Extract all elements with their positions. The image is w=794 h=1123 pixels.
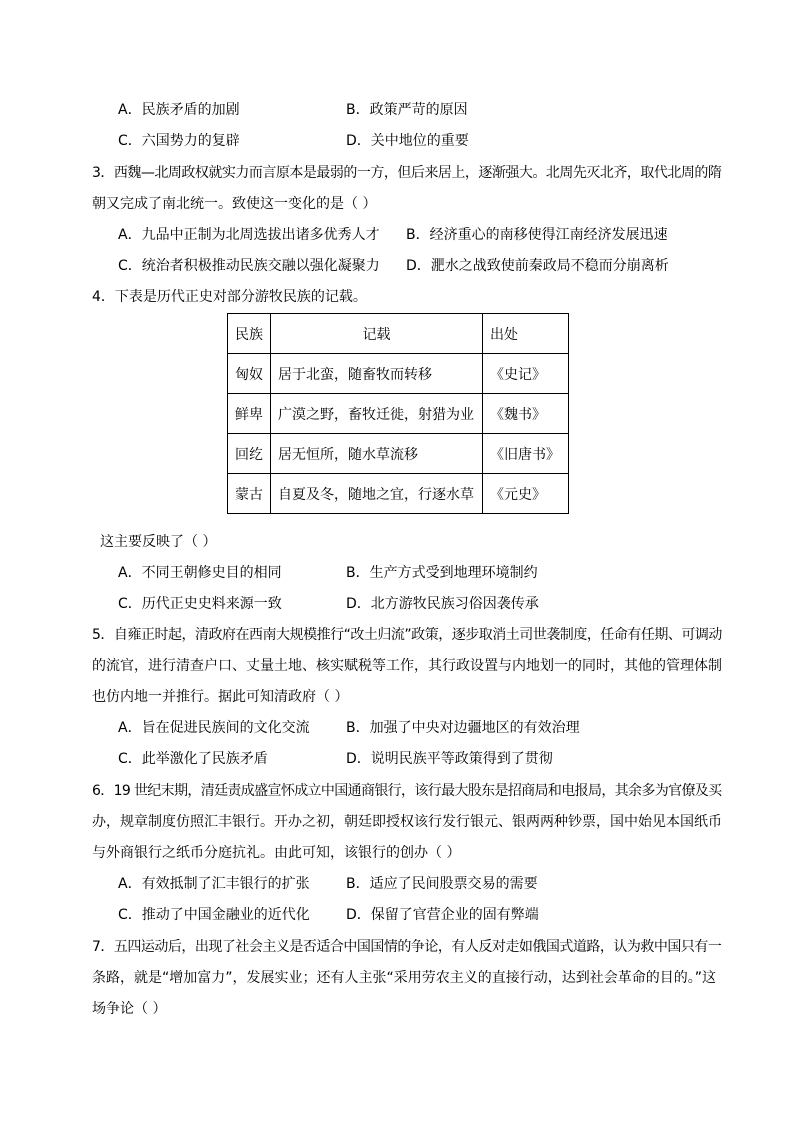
q5-option-d: D．说明民族平等政策得到了贯彻: [346, 751, 553, 767]
q4-stem-line1: 4．下表是历代正史对部分游牧民族的记载。: [92, 289, 367, 305]
q3-option-b: B．经济重心的南移使得江南经济发展迅速: [406, 227, 668, 243]
table-row: [228, 354, 569, 394]
table-header-source: 出处: [483, 314, 569, 354]
q6-stem-line3: 与外商银行之纸币分庭抗礼。由此可知，该银行的创办（ ）: [92, 845, 461, 861]
q3-stem-line1: 3．西魏—北周政权就实力而言原本是最弱的一方，但后来居上，逐渐强大。北周先灭北齐，取代北周的隋: [92, 165, 722, 181]
table-cell-source: 《史记》: [483, 354, 569, 394]
table-cell-ethnic: 鲜卑: [228, 394, 271, 434]
q6-option-d: D．保留了官营企业的固有弊端: [346, 907, 539, 923]
table-cell-record: 居无恒所，随水草流移: [271, 434, 483, 474]
table-row: [228, 394, 569, 434]
q6-stem-line1: 6．19 世纪末期，清廷责成盛宣怀成立中国通商银行，该行最大股东是招商局和电报局，其余多为官僚及买: [92, 783, 722, 799]
q3-option-a: A．九品中正制为北周选拔出诸多优秀人才: [118, 227, 380, 243]
q6-option-c: C．推动了中国金融业的近代化: [118, 907, 310, 923]
table-cell-ethnic: 回纥: [228, 434, 271, 474]
q3-option-d: D．淝水之战致使前秦政局不稳而分崩离析: [406, 258, 669, 274]
q7-stem-line1: 7．五四运动后，出现了社会主义是否适合中国国情的争论，有人反对走如俄国式道路，认为救中国只有一: [92, 939, 722, 955]
q2-option-b: B．政策严苛的原因: [346, 102, 468, 118]
q7-stem-line2: 条路，就是“增加富力”，发展实业；还有人主张“采用劳农主义的直接行动，达到社会革命的目的。”这: [92, 970, 717, 986]
q4-option-d: D．北方游牧民族习俗因袭传承: [346, 596, 539, 612]
table-row: [228, 434, 569, 474]
q6-option-a: A．有效抵制了汇丰银行的扩张: [118, 876, 310, 892]
q4-option-c: C．历代正史史料来源一致: [118, 596, 282, 612]
table-cell-record: 居于北蛮，随畜牧而转移: [271, 354, 483, 394]
table-header-record: 记载: [271, 314, 483, 354]
table-cell-ethnic: 蒙古: [228, 474, 271, 514]
q2-option-a: A．民族矛盾的加剧: [118, 102, 240, 118]
table-cell-record: 自夏及冬，随地之宜，行逐水草: [271, 474, 483, 514]
q5-stem-line1: 5．自雍正时起，清政府在西南大规模推行“改土归流”政策，逐步取消土司世袭制度，任命有任期、可调动: [92, 627, 722, 643]
q5-stem-line2: 的流官，进行清查户口、丈量土地、核实赋税等工作，其行政设置与内地划一的同时，其他的管理体制: [92, 658, 722, 674]
q6-option-b: B．适应了民间股票交易的需要: [346, 876, 538, 892]
q7-stem-line3: 场争论（ ）: [92, 1001, 167, 1017]
q5-option-b: B．加强了中央对边疆地区的有效治理: [346, 720, 580, 736]
table-row: [228, 474, 569, 514]
table-cell-ethnic: 匈奴: [228, 354, 271, 394]
q4-option-b: B．生产方式受到地理环境制约: [346, 565, 538, 581]
q5-option-c: C．此举激化了民族矛盾: [118, 751, 268, 767]
nomad-records-table: [227, 313, 569, 514]
q4-option-a: A．不同王朝修史目的相同: [118, 565, 282, 581]
table-cell-record: 广漠之野，畜牧迁徙，射猎为业: [271, 394, 483, 434]
table-header-row: [228, 314, 569, 354]
table-cell-source: 《魏书》: [483, 394, 569, 434]
table-cell-source: 《元史》: [483, 474, 569, 514]
q4-stem-line2: 这主要反映了（ ）: [100, 534, 217, 550]
q6-stem-line2: 办，规章制度仿照汇丰银行。开办之初，朝廷即授权该行发行银元、银两两种钞票，国中始见本国纸币: [92, 814, 722, 830]
table-cell-source: 《旧唐书》: [483, 434, 569, 474]
q5-option-a: A．旨在促进民族间的文化交流: [118, 720, 310, 736]
table-header-ethnic: 民族: [228, 314, 271, 354]
q5-stem-line3: 也仿内地一并推行。据此可知清政府（ ）: [92, 689, 349, 705]
q2-option-d: D．关中地位的重要: [346, 133, 469, 149]
q3-stem-line2: 朝又完成了南北统一。致使这一变化的是（ ）: [92, 196, 377, 212]
q3-option-c: C．统治者积极推动民族交融以强化凝聚力: [118, 258, 380, 274]
q2-option-c: C．六国势力的复辟: [118, 133, 240, 149]
